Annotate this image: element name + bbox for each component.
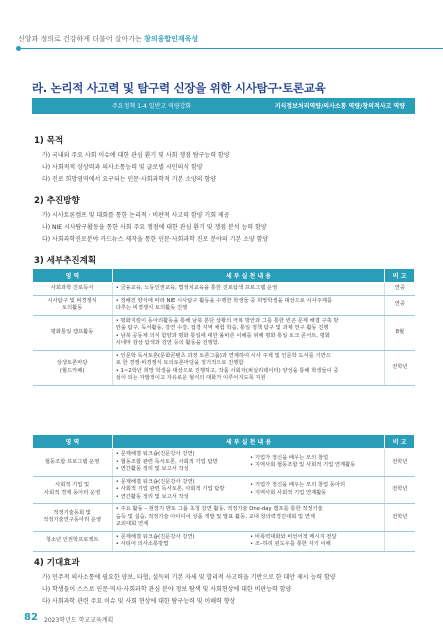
row-note: 연중 — [385, 295, 415, 315]
purpose-item: 다) 진로 희망영역에서 요구되는 인문·사회과학적 기본 소양의 함양 — [42, 176, 217, 183]
col-header-area: 영 역 — [33, 269, 113, 283]
row-content: • 인문학 독서토론(문화콘텐츠 과정 토론그룹)과 연계하여 시사 주제 및 인문학 도서를 기반으 로 한 경쟁·비경쟁식 토의토론마당을 정기적으로 진행함 • 1~2학년 희망 학생을 대상으로 진행하고, 작품 사회자(퍼실리테이터) 양성을 통해 학생들이 중 심이 되는 자발적이고 자유로운 형식의 대화가 이루어지도록 지원 — [112, 350, 384, 385]
direction-item: 다) 사회과학진로분야 카드뉴스 제작을 통한 인문·사회과학 진로 분야의 기본 소양 함양 — [42, 236, 269, 243]
policy-band-left: 주요정책 1-4 일반고 역량강화 — [112, 103, 192, 110]
purpose-item: 나) 사회적적 상상력과 의사소통능력 및 글로벌 시민의식 함양 — [42, 164, 203, 171]
row-note: 전학년 — [385, 350, 415, 385]
section-heading-direction: 2) 추진방향 — [34, 196, 80, 206]
row-area: 평화통일 캠프활동 — [33, 315, 113, 350]
page-number: 82 — [24, 612, 38, 623]
row-content: • 평화지킴이 동아리활동을 통해 남북 분단 상황의 극복 방안과 그를 통한 빈곤 문제 해결 구축 방 안을 탐구. 독서활동, 강연 수강, 접경 지역 체험 학습, 통일 정책 탐구 및 과제 연구 활동 진행 • 남북 공동체 의식 함양과 평화 통일에 대한 올바른 이해를 위해 평화 통일 토크 콘서트, 평화 시네마 감상 탐색과 강연 등의 활동을 진행함. — [112, 315, 384, 350]
plan-table — [32, 268, 415, 386]
table-header-row — [33, 435, 415, 449]
row-content: • 금융교육, 노동인권교육, 법정치교육을 통한 진로탐색 프로그램 운영 — [112, 283, 384, 296]
table-row — [33, 350, 415, 385]
page-header — [18, 34, 198, 44]
row-area: 협동조합 프로그램 운영 — [33, 449, 113, 477]
table-row — [33, 295, 415, 315]
row-note: 8월 — [385, 315, 415, 350]
section-heading-plan: 3) 세부추진계획 — [34, 256, 97, 266]
page-title: 라. 논리적 사고력 및 탐구력 신장을 위한 시사탐구·토론교육 — [32, 81, 326, 95]
table-row — [33, 283, 415, 296]
row-content-left: • 문제해결 워크숍(진문강사 강연) • 협동조합 관련 독서토론, 사회적 기업 탐방 • 연간활동 정리 및 보고서 작성 — [112, 449, 247, 477]
section-heading-purpose: 1) 목적 — [34, 136, 64, 146]
row-note: 전학년 — [385, 504, 415, 532]
row-note: 전학년 — [385, 449, 415, 477]
footer-text: 2023학년도 학교교육계획 — [44, 617, 114, 624]
row-area: 시사탐구 및 비경쟁식 토의활동 — [33, 295, 113, 315]
section-heading-effects: 4) 기대효과 — [34, 558, 80, 568]
table-header-row — [33, 269, 415, 283]
row-area: 사회적 기업 및 사회적 경제 동아리 운영 — [33, 476, 113, 504]
row-content-right: • 기업가 정신을 배우는 모의 창업 동아리 • 지역사회 사회적 기업 연계활동 — [247, 476, 385, 504]
row-area: 상생토론마당 (월드카페) — [33, 350, 113, 385]
effect-item: 나) 학생들이 스스로 인문·역사·사회과학 관심 분야 정보 탐색 및 사회현상에 대한 비판능력 함양 — [42, 586, 292, 593]
row-content: • 주요 활동 – 현장기 멘토 그룹 초청 강연 활동, 적정기술 One-day 캠프를 통한 적정기술 습득 및 실습, 적정기술 아이디어 상품 개발 및 발표 활동, 교내 창의력경진대회 및 연계 교외대회 연계 — [112, 504, 384, 532]
row-content-right: • 비폭력대화와 비언어적 메시지 전달 • 조–하리 윈도우를 통한 자기 이해 — [247, 531, 385, 551]
col-header-content: 세 부 실 천 내 용 — [112, 435, 384, 449]
header-dot — [16, 46, 21, 51]
col-header-content: 세 부 실 천 내 용 — [112, 269, 384, 283]
row-area: 적정기술동회 및 적정기술연구동아리 운영 — [33, 504, 113, 532]
table-row — [33, 504, 415, 532]
row-content-left: • 문제해결 워크숍(진문강사 강연) • 사티어 의사소통방법 — [112, 531, 247, 551]
table-row — [33, 531, 415, 551]
col-header-note: 비 고 — [385, 435, 415, 449]
table-row — [33, 315, 415, 350]
header-prefix: 신앙과 정의로 건강하게 더불어 살아가는 — [18, 35, 142, 43]
row-content-left: • 문제해결 워크숍(진문강사 강연) • 사회적 기업 관련 독서토론, 사회적 기업 탐방 • 연간활동 정리 및 보고서 작성 — [112, 476, 247, 504]
col-header-note: 비 고 — [385, 269, 415, 283]
row-note: 전학년 — [385, 476, 415, 504]
purpose-item: 가) 국내외 주요 사회 이슈에 대한 관심 환기 및 사회 쟁점 탐구능력 함양 — [42, 152, 230, 159]
header-emphasis: 창의융합인재육성 — [144, 35, 199, 43]
direction-item: 가) 시사토론캠프 및 대회를 통한 논리적 · 비판적 사고력 함양 기회 제공 — [42, 212, 230, 219]
policy-band — [32, 98, 415, 114]
policy-band-right: 지식정보처리역량/의사소통 역량/창의적사고 역량 — [274, 103, 405, 110]
row-note — [385, 531, 415, 551]
direction-item: 나) NIE 시사탐구활동을 통한 사회 주요 쟁점에 대한 관심 환기 및 쟁점 분석 능력 함양 — [42, 224, 267, 231]
program-table — [32, 434, 415, 552]
table-row — [33, 449, 415, 477]
effect-item: 가) 민주적 의사소통에 필요한 양보, 타협, 설득의 기본 자세 및 합리적 사고력을 기반으로 한 대안 제시 능력 함양 — [42, 574, 336, 581]
row-note: 연중 — [385, 283, 415, 296]
table-row — [33, 476, 415, 504]
col-header-area: 영 역 — [33, 435, 113, 449]
row-content-right: • 기업가 정신을 배우는 모의 창업 • 지역사회 협동조합 및 사회적 기업 연계활동 — [247, 449, 385, 477]
header-rule — [18, 48, 443, 49]
row-content: • 정해진 양식에 따라 NIE 시사탐구 활동을 수행한 학생들 중 희망학생을 대상으로 시사주제를 다루는 비경쟁식 토의활동 진행 — [112, 295, 384, 315]
row-area: 청소년 인권학프로젝트 — [33, 531, 113, 551]
row-area: 사회과학 진로독서 — [33, 283, 113, 296]
effect-item: 다) 사회과학 관련 주요 이슈 및 사회 현상에 대한 탐구능력 및 이해력 향상 — [42, 598, 236, 605]
